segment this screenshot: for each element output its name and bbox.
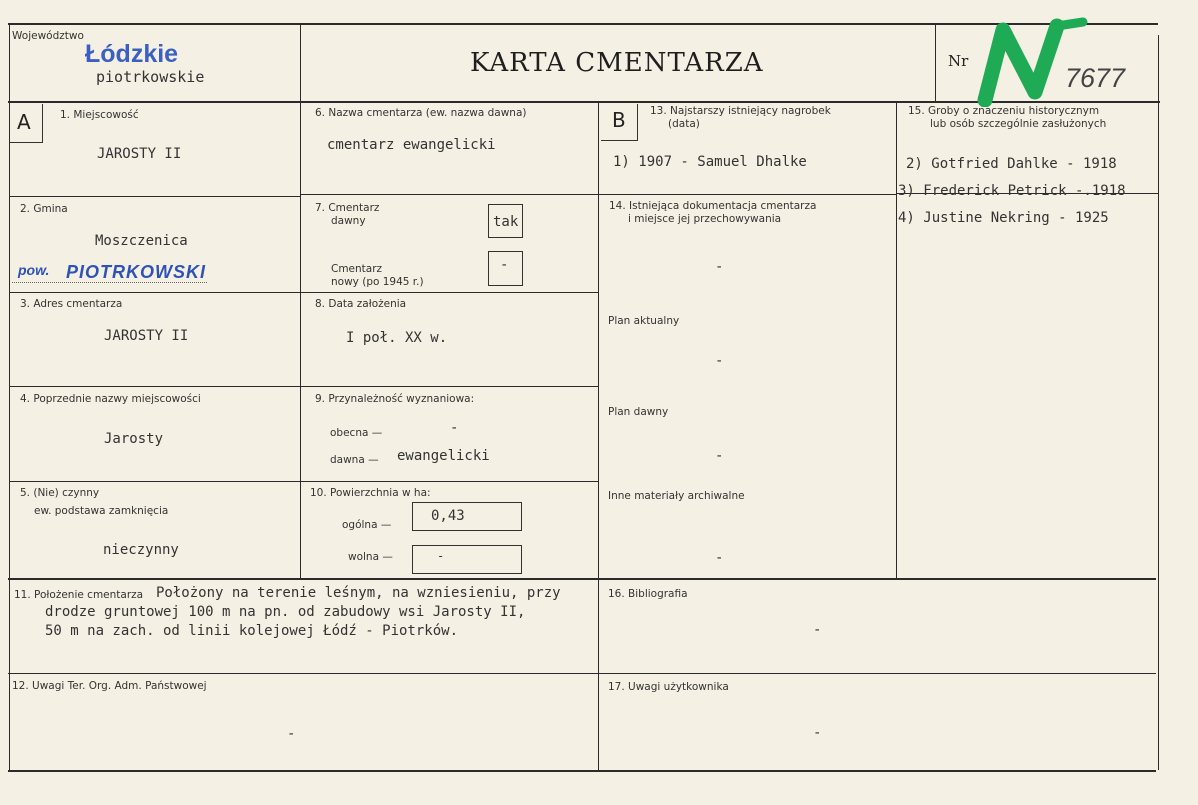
f13-value: 1) 1907 - Samuel Dhalke	[613, 154, 807, 170]
f15-grave-3: 4) Justine Nekring - 1925	[898, 210, 1109, 226]
wojewodztwo-stamp: Łódzkie	[85, 40, 179, 68]
a-rule-1	[10, 196, 300, 197]
f10-wolna-value: -	[437, 549, 445, 563]
page-title: KARTA CMENTARZA	[470, 48, 764, 78]
f12-label: 12. Uwagi Ter. Org. Adm. Państwowej	[12, 680, 207, 692]
b-rule-1	[599, 194, 896, 195]
f11-line-1: Położony na terenie leśnym, na wzniesieniu, przy	[156, 585, 561, 601]
f11-label: 11. Położenie cmentarza	[14, 589, 144, 601]
a-rule-2	[10, 292, 300, 293]
m-rule-1	[301, 194, 598, 195]
f9-obecna-label: obecna —	[330, 427, 383, 439]
col-divider-2	[598, 101, 599, 770]
plan-dawny-value: -	[715, 448, 724, 464]
f15-sublabel: lub osób szczególnie zasłużonych	[930, 118, 1107, 130]
f13-label: 13. Najstarszy istniejący nagrobek	[650, 105, 831, 117]
nr-value: 7677	[1065, 63, 1126, 93]
f1-value: JAROSTY II	[97, 146, 182, 162]
plan-aktualny-value: -	[715, 353, 724, 369]
f7-nowy-sublabel: nowy (po 1945 r.)	[331, 276, 424, 288]
f2-value: Moszczenica	[95, 233, 188, 249]
bottom-mid-rule	[8, 673, 1156, 674]
inne-label: Inne materiały archiwalne	[608, 490, 745, 502]
f3-label: 3. Adres cmentarza	[20, 298, 123, 310]
section-b-letter: B	[612, 108, 626, 132]
f15-label: 15. Groby o znaczeniu historycznym	[908, 105, 1100, 117]
f15-grave-2: 3) Frederick Petrick -.1918	[898, 183, 1126, 199]
inne-value: -	[715, 550, 724, 566]
f10-ogolna-value: 0,43	[431, 508, 465, 524]
f2-dotted-line	[12, 282, 207, 283]
nr-divider	[935, 23, 936, 101]
f10-ogolna-box	[412, 502, 522, 531]
plan-dawny-label: Plan dawny	[608, 406, 669, 418]
f11-line-2: drodze gruntowej 100 m na pn. od zabudowy wsi Jarosty II,	[45, 604, 526, 620]
f7-dawny-value: tak	[493, 214, 519, 230]
f2-label: 2. Gmina	[20, 203, 68, 215]
f14-label: 14. Istniejąca dokumentacja cmentarza	[609, 200, 817, 212]
nr-label: Nr	[948, 52, 969, 70]
f7-dawny-label: dawny	[331, 215, 366, 227]
f4-value: Jarosty	[104, 431, 164, 447]
f5-value: nieczynny	[103, 542, 179, 558]
f16-value: -	[813, 622, 822, 638]
f7-nowy-label: Cmentarz	[331, 263, 383, 275]
f15-grave-1: 2) Gotfried Dahlke - 1918	[906, 156, 1117, 172]
f12-value: -	[287, 726, 296, 742]
f6-label: 6. Nazwa cmentarza (ew. nazwa dawna)	[315, 107, 527, 119]
section-a-letter: A	[17, 110, 31, 134]
f8-value: I poł. XX w.	[346, 330, 448, 346]
right-border	[1158, 35, 1159, 770]
f7-label: 7. Cmentarz	[315, 202, 380, 214]
plan-aktualny-label: Plan aktualny	[608, 315, 680, 327]
m-rule-3	[301, 386, 598, 387]
bottom-section-rule	[8, 578, 1156, 580]
f2-pow-value: PIOTRKOWSKI	[66, 262, 206, 282]
f10-wolna-label: wolna —	[348, 551, 393, 563]
m-rule-4	[301, 481, 598, 482]
f9-obecna-value: -	[450, 420, 459, 436]
f9-dawna-value: ewangelicki	[397, 448, 490, 464]
f5-sublabel: ew. podstawa zamknięcia	[34, 505, 169, 517]
f10-ogolna-label: ogólna —	[342, 519, 392, 531]
wojewodztwo-label: Województwo	[12, 30, 84, 42]
f6-value: cmentarz ewangelicki	[327, 137, 496, 153]
f17-value: -	[813, 725, 822, 741]
a-rule-3	[10, 386, 300, 387]
f10-label: 10. Powierzchnia w ha:	[310, 487, 431, 499]
f14-sublabel: i miejsce jej przechowywania	[628, 213, 782, 225]
f14-value: -	[715, 259, 724, 275]
f9-dawna-label: dawna —	[330, 454, 379, 466]
f7-nowy-value: -	[500, 257, 509, 273]
page-bottom-rule	[8, 770, 1156, 772]
f17-label: 17. Uwagi użytkownika	[608, 681, 729, 693]
f16-label: 16. Bibliografia	[608, 588, 688, 600]
f4-label: 4. Poprzednie nazwy miejscowości	[20, 393, 201, 405]
f3-value: JAROSTY II	[104, 328, 189, 344]
f11-line-3: 50 m na zach. od linii kolejowej Łódź - Piotrków.	[45, 623, 459, 639]
wojewodztwo-sub: piotrkowskie	[96, 68, 205, 86]
f10-wolna-box	[412, 545, 522, 574]
m-rule-2	[301, 292, 598, 293]
f9-label: 9. Przynależność wyznaniowa:	[315, 393, 475, 405]
f5-label: 5. (Nie) czynny	[20, 487, 100, 499]
f2-pow-prefix: pow.	[18, 262, 50, 278]
col-divider-3	[896, 101, 897, 578]
f1-label: 1. Miejscowość	[60, 109, 139, 121]
a-rule-4	[10, 481, 300, 482]
f8-label: 8. Data założenia	[315, 298, 407, 310]
col-divider-1	[300, 23, 301, 578]
f13-sublabel: (data)	[668, 118, 700, 130]
